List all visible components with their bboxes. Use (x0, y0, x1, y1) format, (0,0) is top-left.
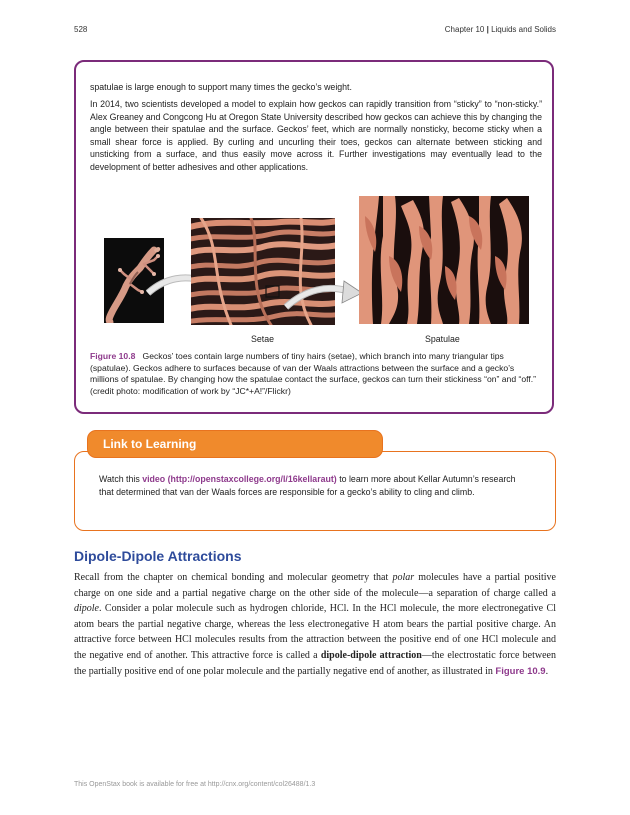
ltl-text-before: Watch this (99, 474, 143, 484)
term-polar: polar (392, 572, 415, 583)
link-to-learning-box (74, 451, 556, 531)
link-to-learning-text (99, 473, 519, 499)
body-text-2: molecules have a partial positive charge on one side and a partial negative charge on the other side of the molecule—a separation of charge called a (74, 572, 556, 599)
video-link[interactable]: video (http://openstaxcollege.org/l/16kellaraut) (142, 474, 337, 484)
body-text-5: . (545, 665, 549, 677)
ltl-text-after: to learn more about Kellar Autumn’s research that determined that van der Waals forces are responsible for a gecko’s ability to cling and climb. (99, 474, 516, 498)
term-dipole-dipole-attraction: dipole-dipole attraction (320, 649, 422, 661)
setae-label: Setae (251, 334, 274, 344)
spatulae-micrograph (359, 196, 529, 324)
feature-box (74, 60, 554, 414)
section-body (74, 570, 556, 679)
section-title: Dipole-Dipole Attractions (74, 548, 242, 564)
page-footer: This OpenStax book is available for free at http://cnx.org/content/col26488/1.3 (74, 781, 316, 788)
feature-paragraph-2: In 2014, two scientists developed a model to explain how geckos can rapidly transition from “sticky” to “non-sticky.” Alex Greaney and Congcong Hu at Oregon State University described how geckos can achieve this by changing the angle between their spatulae and the surface. Geckos’ feet, which are normally nonsticky, become sticky when a small shear force is applied. By curling and uncurling their toes, geckos can alternate between sticking and unsticking from a surface, and thus easily move across it. Further investigations may eventually lead to the development of better adhesives and other applications. (90, 99, 542, 172)
page-number: 528 (74, 25, 88, 34)
term-dipole: dipole (74, 603, 99, 615)
body-text-1: Recall from the chapter on chemical bonding and molecular geometry that (74, 572, 393, 583)
link-to-learning-title: Link to Learning (103, 437, 197, 451)
link-to-learning-tab (87, 430, 383, 458)
figure-number: Figure 10.8 (90, 351, 136, 361)
chapter-number: Chapter 10 (444, 25, 485, 34)
feature-paragraph-1: spatulae is large enough to support many times the gecko’s weight. (90, 82, 352, 92)
body-text-3: . Consider a polar molecule such as hydrogen chloride, HCl. In the HCl molecule, the more electronegative Cl atom bears the partial negative charge, whereas the less electronegative H atom bears the partial positive charge. An attractive force between HCl molecules results from the attraction between the positive end of one HCl molecule and the negative end of another. This attractive force is called a (74, 603, 556, 661)
body-text-4: —the electrostatic force between the partially positive end of one polar molecule and the partially negative end of another, as illustrated in (74, 649, 556, 677)
chapter-title: Liquids and Solids (491, 25, 556, 34)
figure-10-9-link[interactable]: Figure 10.9 (495, 665, 546, 677)
arrow-setae-to-spatulae (282, 277, 364, 317)
header-separator: | (484, 25, 492, 34)
running-header (445, 25, 556, 34)
figure-caption-text: Geckos’ toes contain large numbers of tiny hairs (setae), which branch into many triangular tips (spatulae). Geckos adhere to surfaces because of van der Waals attractions between the surface and a gecko’s millions of spatulae. By changing how the spatulae contact the surface, geckos can turn their stickiness “on” and “off.” (credit photo: modification of work by “JC*+A!”/Flickr) (90, 351, 537, 396)
figure-caption (90, 351, 545, 397)
spatulae-label: Spatulae (425, 334, 460, 344)
